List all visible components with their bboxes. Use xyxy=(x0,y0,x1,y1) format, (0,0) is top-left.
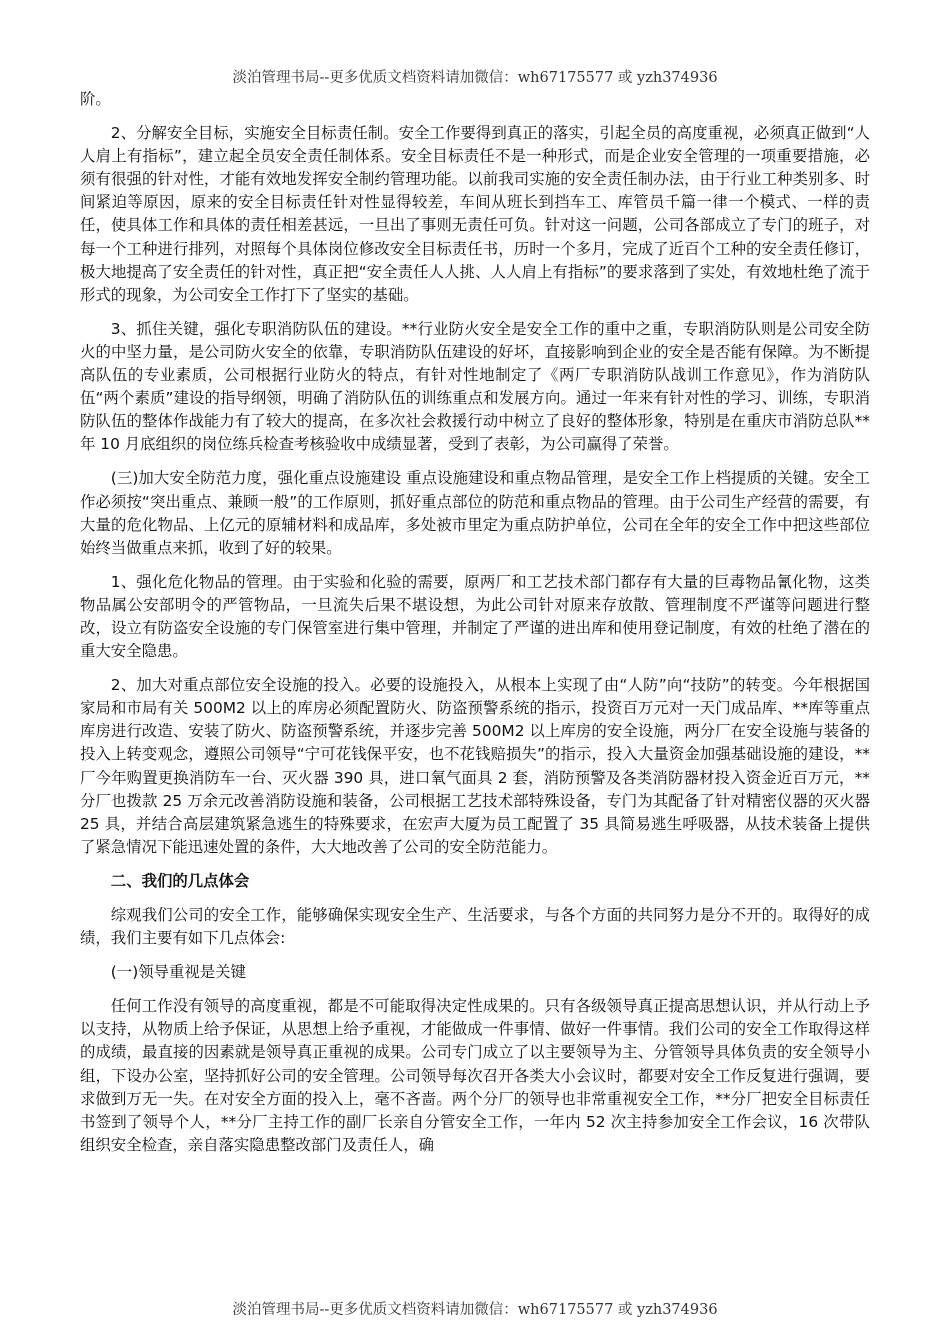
page-header: 淡泊管理书局--更多优质文档资料请加微信：wh67175577 或 yzh374936 xyxy=(232,70,718,86)
paragraph-fire-brigade-construction: 3、抓住关键，强化专职消防队伍的建设。**行业防火安全是安全工作的重中之重，专职消防队则是公司安全防火的中坚力量，是公司防火安全的依靠，专职消防队伍建设的好坏，直接影响到企业的安全是否能有保障。为不断提高队伍的专业素质，公司根据行业防火的特点，有针对性地制定了《两厂专职消防队战训工作意见》，作为消防队伍“两个素质”建设的指导纲领，明确了消防队伍的训练重点和发展方向。通过一年来有针对性的学习、训练，专职消防队伍的整体作战能力有了较大的提高，在多次社会救援行动中树立了良好的整体形象，特别是在重庆市消防总队**年 10 月底组织的岗位练兵检查考核验收中成绩显著，受到了表彰，为公司赢得了荣誉。 xyxy=(80,319,870,454)
paragraph-hazardous-materials: 1、强化危化物品的管理。由于实验和化验的需要，原两厂和工艺技术部门都存有大量的巨毒物品氰化物，这类物品属公安部明令的严管物品，一旦流失后果不堪设想，为此公司针对原来存放散、管理制度不严谨等问题进行整改，设立有防盗安全设施的专门保管室进行集中管理，并制定了严谨的进出库和使用登记制度，有效的杜绝了潜在的重大安全隐患。 xyxy=(80,572,870,661)
paragraph-leadership: 任何工作没有领导的高度重视，都是不可能取得决定性成果的。只有各级领导真正提高思想认识，并从行动上予以支持，从物质上给予保证，从思想上给予重视，才能做成一件事情、做好一件事情。我们公司的安全工作取得这样的成绩，最直接的因素就是领导真正重视的成果。公司专门成立了以主要领导为主、分管领导具体负责的安全领导小组，下设办公室，坚持抓好公司的安全管理。公司领导每次召开各类大小会议时，都要对安全工作反复进行强调，要求做到万无一失。在对安全方面的投入上，毫不吝啬。两个分厂的领导也非常重视安全工作，**分厂把安全目标责任书签到了领导个人，**分厂主持工作的副厂长亲自分管安全工作，一年内 52 次主持参加安全工作会议，16 次带队组织安全检查，亲自落实隐患整改部门及责任人，确 xyxy=(80,997,870,1154)
paragraph-overview: 综观我们公司的安全工作，能够确保实现安全生产、生活要求，与各个方面的共同努力是分不开的。取得好的成绩，我们主要有如下几点体会: xyxy=(80,906,870,948)
paragraph-safety-investment: 2、加大对重点部位安全设施的投入。必要的设施投入，从根本上实现了由“人防”向“技防”的转变。今年根据国家局和市局有关 500M2 以上的库房必须配置防火、防盗预警系统的指示，投资百万元对一天门成品库、**库等重点库房进行改造、安装了防火、防盗预警系统，并逐步完善 500M2 以上库房的安全设施，两分厂在安全设施与装备的投入上转变观念，遵照公司领导“宁可花钱保平安，也不花钱赔损失”的指示，投入大量资金加强基础设施的建设，**厂今年购置更换消防车一台、灭火器 390 具，进口氧气面具 2 套，消防预警及各类消防器材投入资金近百万元，**分厂也拨款 25 万余元改善消防设施和装备，公司根据工艺技术部特殊设备，专门为其配备了针对精密仪器的灭火器 25 具，并结合高层建筑紧急逃生的特殊要求，在宏声大厦为员工配置了 35 具简易逃生呼吸器，从技术装备上提供了紧急情况下能迅速处置的条件，大大地改善了公司的安全防范能力。 xyxy=(80,676,870,856)
paragraph-continuation: 阶。 xyxy=(80,90,111,108)
paragraph-section-3-key-facilities: (三)加大安全防范力度，强化重点设施建设 重点设施建设和重点物品管理，是安全工作上档提质的关键。安全工作必须按“突出重点、兼顾一般”的工作原则，抓好重点部位的防范和重点物品的管理。由于公司生产经营的需要，有大量的危化物品、上亿元的原辅材料和成品库，多处被市里定为重点防护单位，公司在全年的安全工作中把这些部位始终当做重点来抓，收到了好的较果。 xyxy=(80,469,870,557)
paragraph-safety-target-responsibility: 2、分解安全目标，实施安全目标责任制。安全工作要得到真正的落实，引起全员的高度重视，必须真正做到“人人肩上有指标”，建立起全员安全责任制体系。安全目标责任不是一种形式，而是企业安全管理的一项重要措施，必须有很强的针对性，才能有效地发挥安全制约管理功能。以前我司实施的安全责任制办法，由于行业工种类别多、时间紧迫等原因，原来的安全目标责任针对性显得较差，车间从班长到挡车工、库管员千篇一律一个模式、一样的责任，使具体工作和具体的责任相差甚远，一旦出了事则无责任可负。针对这一问题，公司各部成立了专门的班子，对每一个工种进行排列，对照每个具体岗位修改安全目标责任书，历时一个多月，完成了近百个工种的安全责任修订，极大地提高了安全责任的针对性，真正把“安全责任人人挑、人人肩上有指标”的要求落到了实处，有效地杜绝了流于形式的现象，为公司安全工作打下了坚实的基础。 xyxy=(80,124,870,304)
page-footer: 淡泊管理书局--更多优质文档资料请加微信：wh67175577 或 yzh374936 xyxy=(232,1302,718,1318)
section-heading-experiences: 二、我们的几点体会 xyxy=(110,871,250,890)
document-body xyxy=(80,88,870,1168)
subheading-leadership: (一)领导重视是关键 xyxy=(110,963,246,982)
